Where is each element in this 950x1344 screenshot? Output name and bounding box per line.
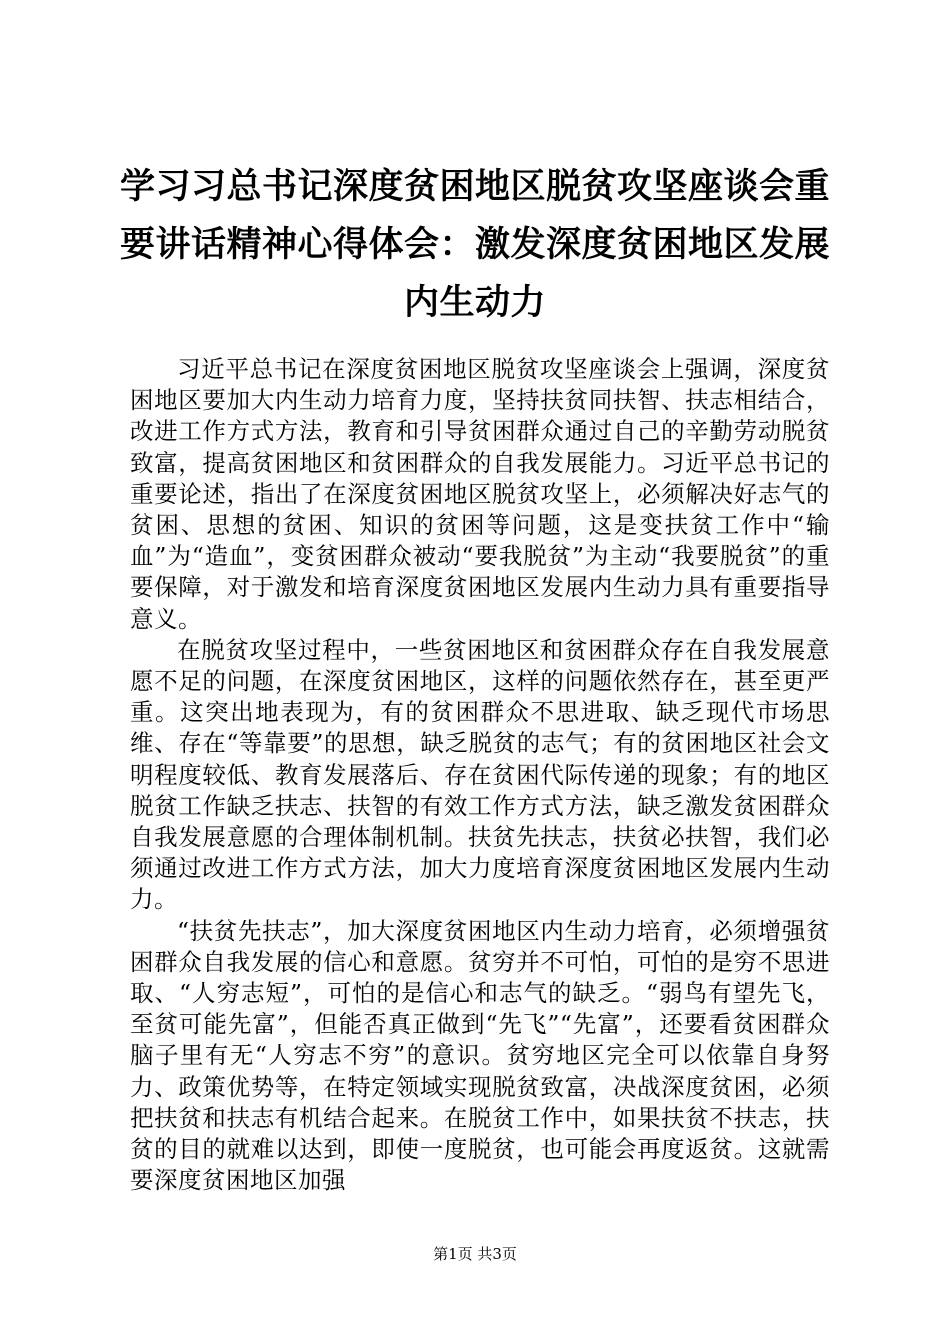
page-number: 第1页 共3页 <box>433 1245 517 1263</box>
paragraph-3: “扶贫先扶志”，加大深度贫困地区内生动力培育，必须增强贫困群众自我发展的信心和意愿。贫穷并不可怕，可怕的是穷不思进取、“人穷志短”，可怕的是信心和志气的缺乏。“弱鸟有望先飞，至贫可能先富”，但能否真正做到“先飞”“先富”，还要看贫困群众脑子里有无“人穷志不穷”的意识。贫穷地区完全可以依靠自身努力、政策优势等，在特定领域实现脱贫致富，决战深度贫困，必须把扶贫和扶志有机结合起来。在脱贫工作中，如果扶贫不扶志，扶贫的目的就难以达到，即使一度脱贫，也可能会再度返贫。这就需要深度贫困地区加强 <box>130 916 830 1195</box>
document-title: 学习习总书记深度贫困地区脱贫攻坚座谈会重要讲话精神心得体会：激发深度贫困地区发展内生动力 <box>119 167 830 323</box>
document-body <box>130 354 830 1196</box>
page-footer <box>0 1244 950 1264</box>
paragraph-1: 习近平总书记在深度贫困地区脱贫攻坚座谈会上强调，深度贫困地区要加大内生动力培育力度，坚持扶贫同扶智、扶志相结合，改进工作方式方法，教育和引导贫困群众通过自己的辛勤劳动脱贫致富，提高贫困地区和贫困群众的自我发展能力。习近平总书记的重要论述，指出了在深度贫困地区脱贫攻坚上，必须解决好志气的贫困、思想的贫困、知识的贫困等问题，这是变扶贫工作中“输血”为“造血”，变贫困群众被动“要我脱贫”为主动“我要脱贫”的重要保障，对于激发和培育深度贫困地区发展内生动力具有重要指导意义。 <box>130 355 830 633</box>
paragraph-2: 在脱贫攻坚过程中，一些贫困地区和贫困群众存在自我发展意愿不足的问题，在深度贫困地区，这样的问题依然存在，甚至更严重。这突出地表现为，有的贫困群众不思进取、缺乏现代市场思维、存在“等靠要”的思想，缺乏脱贫的志气；有的贫困地区社会文明程度较低、教育发展落后、存在贫困代际传递的现象；有的地区脱贫工作缺乏扶志、扶智的有效工作方式方法，缺乏激发贫困群众自我发展意愿的合理体制机制。扶贫先扶志，扶贫必扶智，我们必须通过改进工作方式方法，加大力度培育深度贫困地区发展内生动力。 <box>130 635 830 914</box>
